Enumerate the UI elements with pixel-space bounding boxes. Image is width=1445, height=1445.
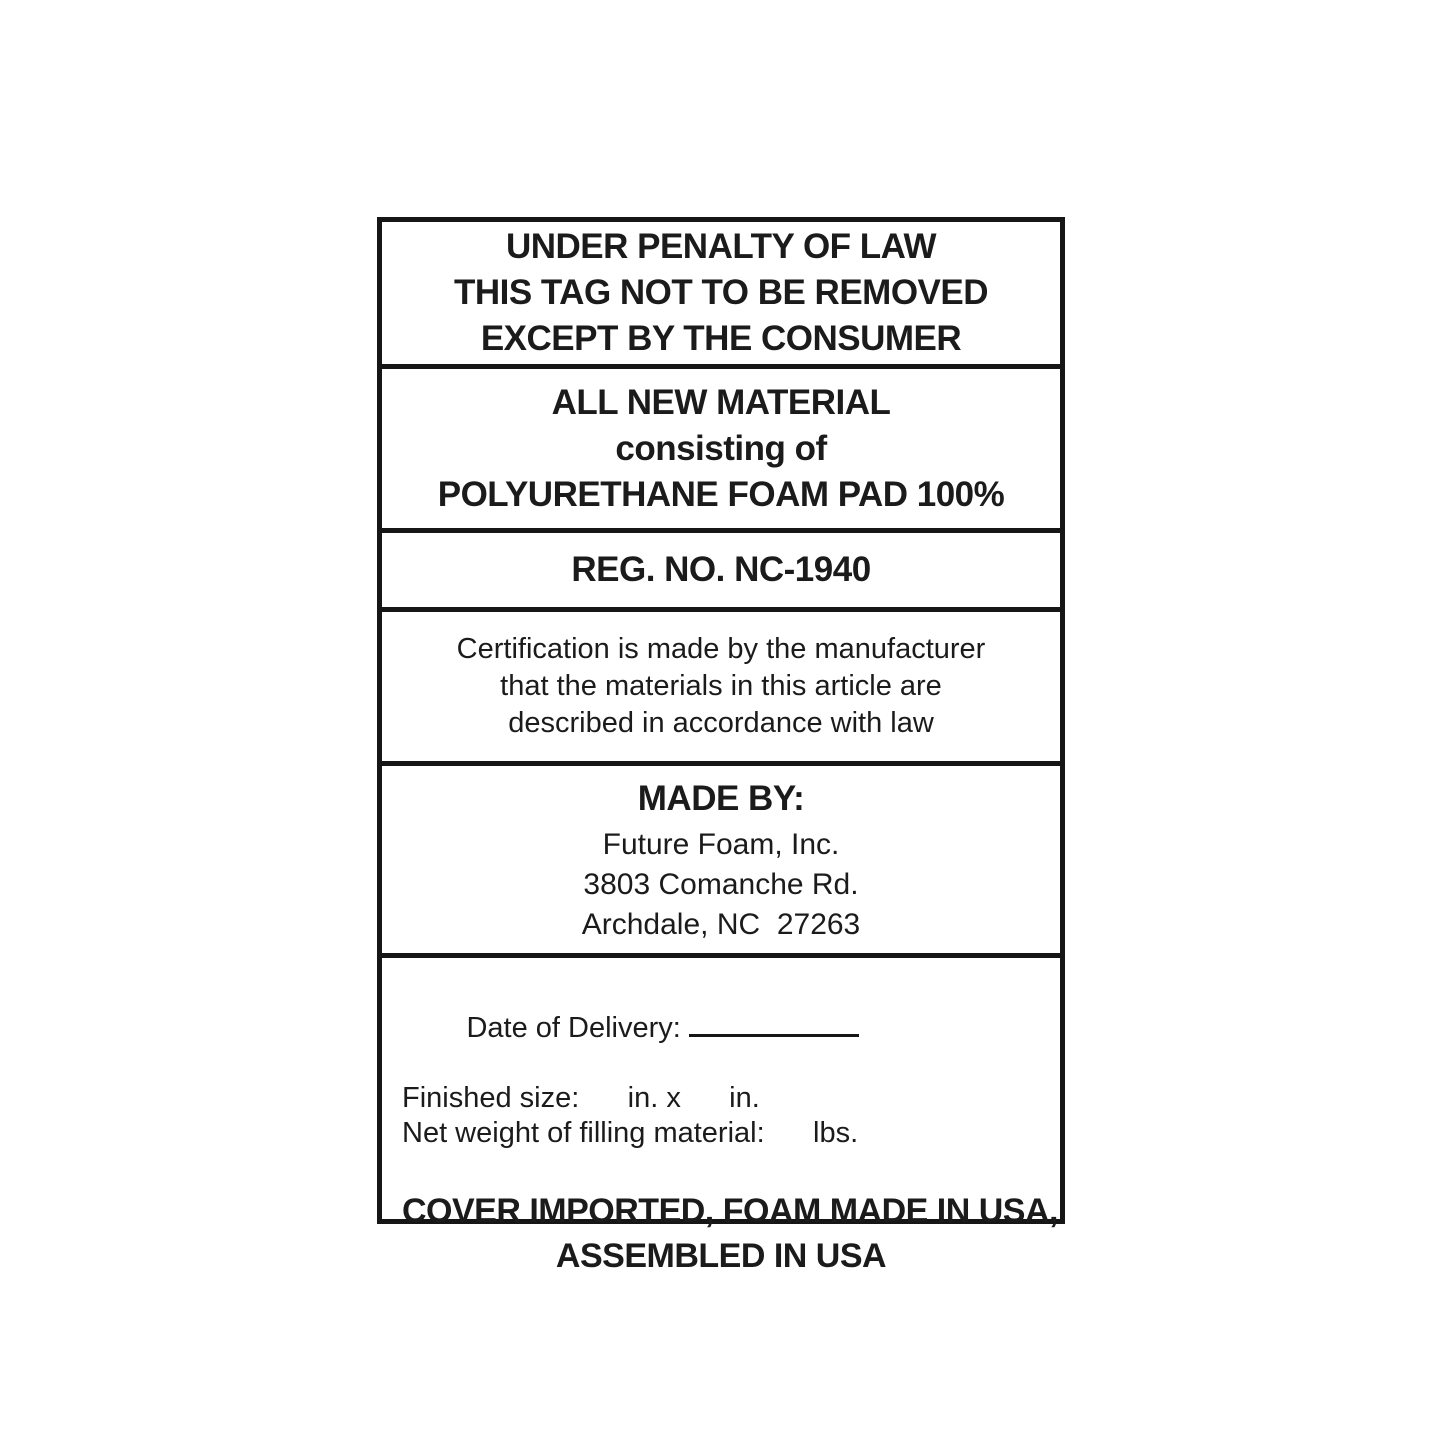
certification-line: described in accordance with law [508,707,934,739]
material-line: ALL NEW MATERIAL [551,382,891,422]
reg-no-section [382,533,1060,612]
net-weight-line: Net weight of filling material: lbs. [402,1117,859,1149]
origin-line: ASSEMBLED IN USA [555,1237,887,1275]
manufacturer-city-state-zip: Archdale, NC 27263 [581,907,861,941]
date-of-delivery-line [402,970,1040,1081]
certification-line: that the materials in this article are [500,670,942,702]
date-of-delivery-label: Date of Delivery: [466,1012,681,1044]
penalty-section [382,222,1060,369]
penalty-line: THIS TAG NOT TO BE REMOVED [453,273,989,312]
penalty-line: EXCEPT BY THE CONSUMER [480,319,962,358]
law-tag-label [377,217,1065,1275]
origin-line: COVER IMPORTED, FOAM MADE IN USA, [402,1192,1058,1230]
made-by-section [382,766,1060,958]
material-line: POLYURETHANE FOAM PAD 100% [437,474,1005,514]
material-line: consisting of [615,428,827,468]
manufacturer-street: 3803 Comanche Rd. [583,867,859,901]
material-section [382,369,1060,533]
finished-size-line: Finished size: in. x in. [402,1082,760,1114]
made-by-heading: MADE BY: [637,778,805,818]
reg-no-text: REG. NO. NC-1940 [571,550,871,589]
details-section [382,958,1060,1275]
date-of-delivery-blank [689,1005,859,1037]
manufacturer-name: Future Foam, Inc. [602,827,840,861]
certification-section [382,612,1060,766]
origin-statement [402,1189,1058,1279]
penalty-line: UNDER PENALTY OF LAW [505,227,937,266]
certification-line: Certification is made by the manufacturer [456,633,986,665]
